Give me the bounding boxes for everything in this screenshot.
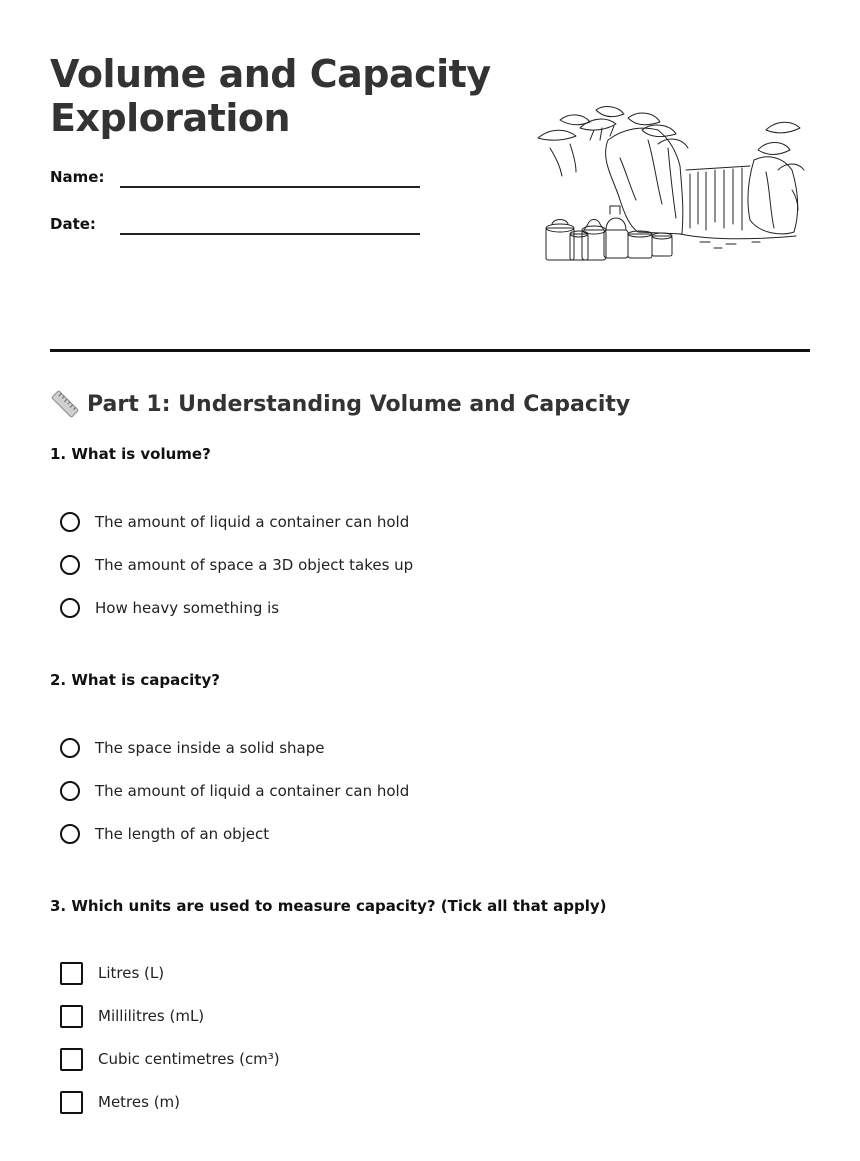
- option-label: The amount of liquid a container can hold: [95, 782, 410, 800]
- radio-button[interactable]: [60, 781, 80, 801]
- name-field[interactable]: [50, 162, 430, 192]
- radio-button[interactable]: [60, 598, 80, 618]
- radio-button[interactable]: [60, 512, 80, 532]
- option-label: The amount of liquid a container can hold: [95, 513, 410, 531]
- option-label: The length of an object: [95, 825, 270, 843]
- part-1-heading: [50, 388, 630, 420]
- question-3-option-1[interactable]: [60, 960, 164, 986]
- title-line-1: Volume and Capacity: [50, 52, 491, 96]
- worksheet-title: [50, 52, 520, 140]
- option-label: How heavy something is: [95, 599, 280, 617]
- question-2-option-1[interactable]: [60, 735, 324, 761]
- date-label: Date:: [50, 215, 96, 233]
- question-1-option-3[interactable]: [60, 595, 279, 621]
- date-write-line[interactable]: [120, 233, 420, 235]
- question-1-option-2[interactable]: [60, 552, 413, 578]
- question-2-prompt: 2. What is capacity?: [50, 671, 220, 689]
- question-2-option-2[interactable]: [60, 778, 409, 804]
- option-label: Litres (L): [98, 964, 165, 982]
- date-field[interactable]: [50, 209, 430, 239]
- radio-button[interactable]: [60, 824, 80, 844]
- option-label: The amount of space a 3D object takes up: [95, 556, 414, 574]
- option-label: Cubic centimetres (cm³): [98, 1050, 280, 1068]
- option-label: Millilitres (mL): [98, 1007, 205, 1025]
- radio-button[interactable]: [60, 738, 80, 758]
- part-1-title: Part 1: Understanding Volume and Capacity: [87, 391, 631, 417]
- radio-button[interactable]: [60, 555, 80, 575]
- checkbox[interactable]: [60, 962, 83, 985]
- question-3-option-4[interactable]: [60, 1089, 180, 1115]
- question-1-option-1[interactable]: [60, 509, 409, 535]
- option-label: Metres (m): [98, 1093, 181, 1111]
- title-line-2: Exploration: [50, 96, 291, 140]
- checkbox[interactable]: [60, 1005, 83, 1028]
- ruler-icon: [50, 389, 80, 419]
- checkbox[interactable]: [60, 1091, 83, 1114]
- question-3-option-3[interactable]: [60, 1046, 280, 1072]
- name-label: Name:: [50, 168, 105, 186]
- section-divider: [50, 349, 810, 352]
- option-label: The space inside a solid shape: [95, 739, 325, 757]
- waterfall-with-containers-illustration: [530, 100, 810, 270]
- question-3-prompt: 3. Which units are used to measure capacity? (Tick all that apply): [50, 897, 607, 915]
- name-write-line[interactable]: [120, 186, 420, 188]
- checkbox[interactable]: [60, 1048, 83, 1071]
- question-2-option-3[interactable]: [60, 821, 269, 847]
- question-3-option-2[interactable]: [60, 1003, 204, 1029]
- question-1-prompt: 1. What is volume?: [50, 445, 211, 463]
